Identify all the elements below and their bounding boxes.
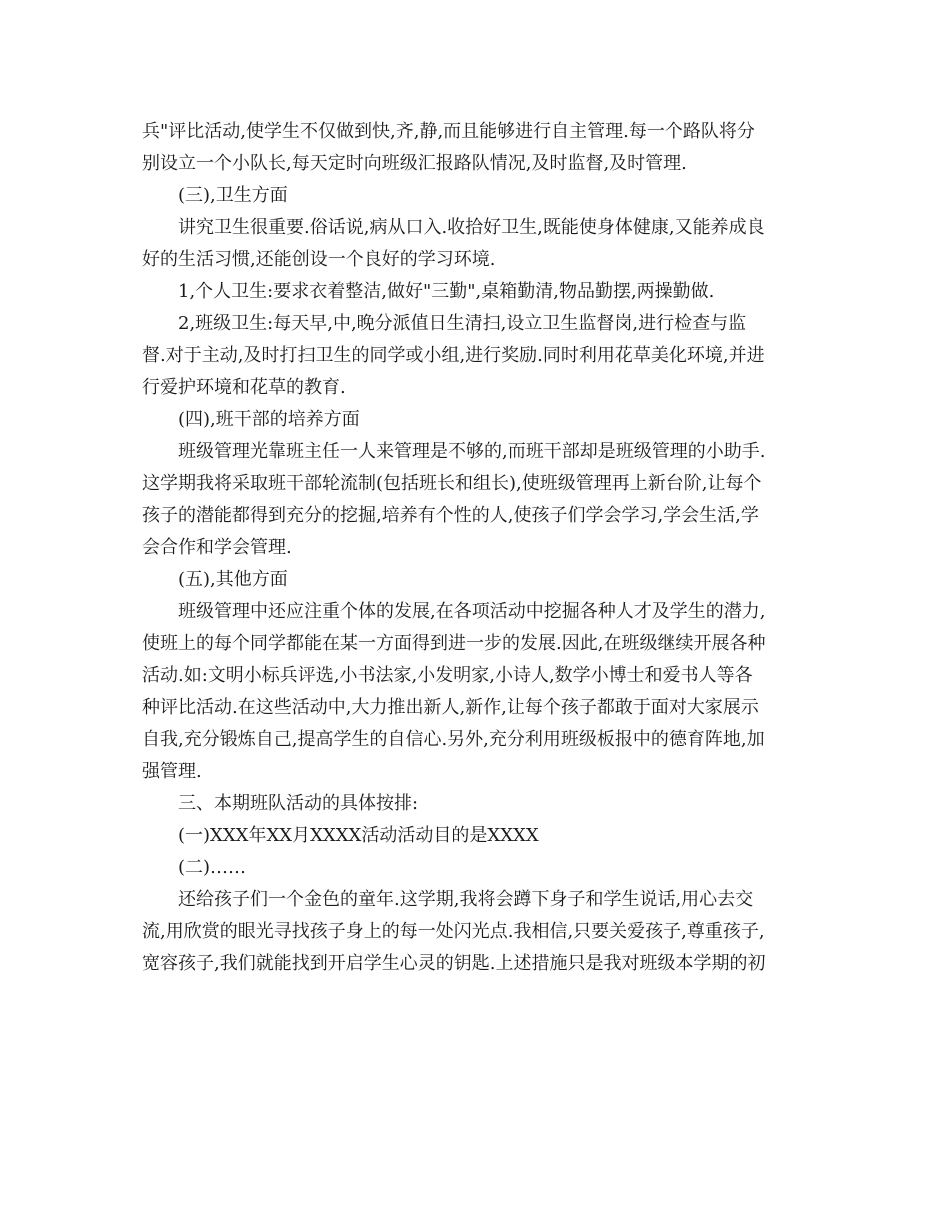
text-line: 活动.如:文明小标兵评选,小书法家,小发明家,小诗人,数学小博士和爱书人等各 bbox=[142, 665, 753, 686]
text-line: 这学期我将采取班干部轮流制(包括班长和组长),使班级管理再上新台阶,让每个 bbox=[142, 473, 762, 494]
text-line: 行爱护环境和花草的教育. bbox=[142, 377, 346, 398]
text-line: 别设立一个小队长,每天定时向班级汇报路队情况,及时监督,及时管理. bbox=[142, 153, 687, 174]
text-line: 自我,充分锻炼自己,提高学生的自信心.另外,充分利用班级板报中的德育阵地,加 bbox=[142, 729, 765, 750]
text-line: (四),班干部的培养方面 bbox=[178, 409, 360, 430]
text-line: (二)…… bbox=[178, 857, 247, 878]
text-line: 讲究卫生很重要.俗话说,病从口入.收拾好卫生,既能使身体健康,又能养成良 bbox=[178, 217, 765, 238]
text-line: (三),卫生方面 bbox=[178, 185, 288, 206]
text-line: 使班上的每个同学都能在某一方面得到进一步的发展.因此,在班级继续开展各种 bbox=[142, 633, 766, 654]
text-line: 宽容孩子,我们就能找到开启学生心灵的钥匙.上述措施只是我对班级本学期的初 bbox=[142, 953, 766, 974]
text-line: 种评比活动.在这些活动中,大力推出新人,新作,让每个孩子都敢于面对大家展示 bbox=[142, 697, 759, 718]
text-line: 三、本期班队活动的具体按排: bbox=[178, 793, 419, 814]
text-line: (一)XXX年XX月XXXX活动活动目的是XXXX bbox=[178, 825, 539, 846]
text-line: 督.对于主动,及时打扫卫生的同学或小组,进行奖励.同时利用花草美化环境,并进 bbox=[142, 345, 765, 366]
text-line: 流,用欣赏的眼光寻找孩子身上的每一处闪光点.我相信,只要关爱孩子,尊重孩子, bbox=[142, 921, 765, 942]
text-line: 班级管理中还应注重个体的发展,在各项活动中挖掘各种人才及学生的潜力, bbox=[178, 601, 766, 622]
document-body bbox=[142, 116, 800, 980]
text-line: 兵"评比活动,使学生不仅做到快,齐,静,而且能够进行自主管理.每一个路队将分 bbox=[142, 121, 755, 142]
text-line: 2,班级卫生:每天早,中,晚分派值日生清扫,设立卫生监督岗,进行检查与监 bbox=[178, 313, 747, 334]
text-line: 还给孩子们一个金色的童年.这学期,我将会蹲下身子和学生说话,用心去交 bbox=[178, 889, 754, 910]
text-line: 会合作和学会管理. bbox=[142, 537, 292, 558]
text-line: (五),其他方面 bbox=[178, 569, 288, 590]
text-line: 孩子的潜能都得到充分的挖掘,培养有个性的人,使孩子们学会学习,学会生活,学 bbox=[142, 505, 759, 526]
text-line: 班级管理光靠班主任一人来管理是不够的,而班干部却是班级管理的小助手. bbox=[178, 441, 766, 462]
text-line: 好的生活习惯,还能创设一个良好的学习环境. bbox=[142, 249, 496, 270]
text-line: 1,个人卫生:要求衣着整洁,做好"三勤",桌箱勤清,物品勤摆,两操勤做. bbox=[178, 281, 715, 302]
text-line: 强管理. bbox=[142, 761, 202, 782]
